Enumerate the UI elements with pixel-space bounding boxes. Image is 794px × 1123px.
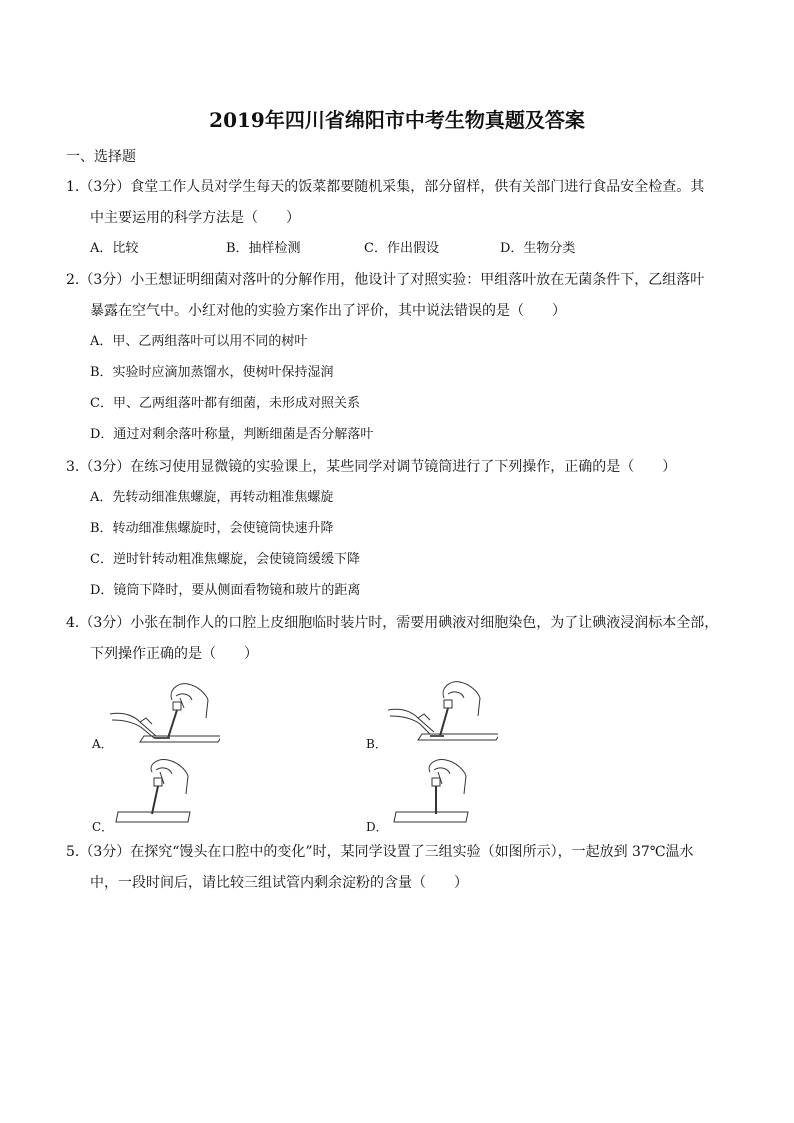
figure-a-dropper-image [110, 678, 220, 748]
q1-option-c: C．作出假设 [364, 241, 439, 256]
document-title: 2019年四川省绵阳市中考生物真题及答案 [209, 108, 585, 132]
q4-option-d-label: D． [366, 820, 388, 834]
q4-option-c-label: C． [92, 820, 114, 834]
q1-line-2: 中主要运用的科学方法是（ ） [90, 210, 300, 226]
figure-c-dropper-image [112, 758, 202, 830]
q1-option-a: A．比较 [90, 241, 139, 256]
q3-option-c: C．逆时针转动粗准焦螺旋，会使镜筒缓缓下降 [90, 552, 360, 567]
q2-option-c: C．甲、乙两组落叶都有细菌，未形成对照关系 [90, 396, 360, 411]
q5-line-1: 5.（3分）在探究“馒头在口腔中的变化”时，某同学设置了三组实验（如图所示），一起放到 37℃温水 [66, 844, 694, 860]
q3-option-d: D．镜筒下降时，要从侧面看物镜和玻片的距离 [90, 583, 361, 598]
section-heading: 一、选择题 [66, 149, 136, 165]
q4-option-b-label: B． [366, 737, 387, 751]
q2-option-b: B．实验时应滴加蒸馏水，使树叶保持湿润 [90, 365, 334, 380]
q1-option-b: B．抽样检测 [226, 241, 301, 256]
q3-line-1: 3.（3分）在练习使用显微镜的实验课上，某些同学对调节镜筒进行了下列操作，正确的是（ ） [66, 459, 677, 475]
q3-option-a: A．先转动细准焦螺旋，再转动粗准焦螺旋 [90, 490, 334, 505]
figure-b-dropper-image [388, 678, 498, 748]
figure-d-dropper-image [388, 758, 478, 830]
q3-option-b: B．转动细准焦螺旋时，会使镜筒快速升降 [90, 521, 334, 536]
q5-line-2: 中，一段时间后，请比较三组试管内剩余淀粉的含量（ ） [90, 875, 468, 891]
q4-line-2: 下列操作正确的是（ ） [90, 646, 258, 662]
q2-line-1: 2.（3分）小王想证明细菌对落叶的分解作用，他设计了对照实验：甲组落叶放在无菌条件下，乙组落叶 [66, 272, 705, 288]
q4-line-1: 4.（3分）小张在制作人的口腔上皮细胞临时装片时，需要用碘液对细胞染色，为了让碘液浸润标本全部， [66, 615, 719, 631]
q1-option-d: D．生物分类 [500, 241, 576, 256]
q2-option-a: A．甲、乙两组落叶可以用不同的树叶 [90, 334, 308, 349]
q2-line-2: 暴露在空气中。小红对他的实验方案作出了评价，其中说法错误的是（ ） [90, 303, 566, 319]
q2-option-d: D．通过对剩余落叶称量，判断细菌是否分解落叶 [90, 427, 374, 442]
q1-line-1: 1.（3分）食堂工作人员对学生每天的饭菜都要随机采集，部分留样，供有关部门进行食品安全检查。其 [66, 179, 705, 195]
q4-option-a-label: A． [92, 737, 113, 751]
